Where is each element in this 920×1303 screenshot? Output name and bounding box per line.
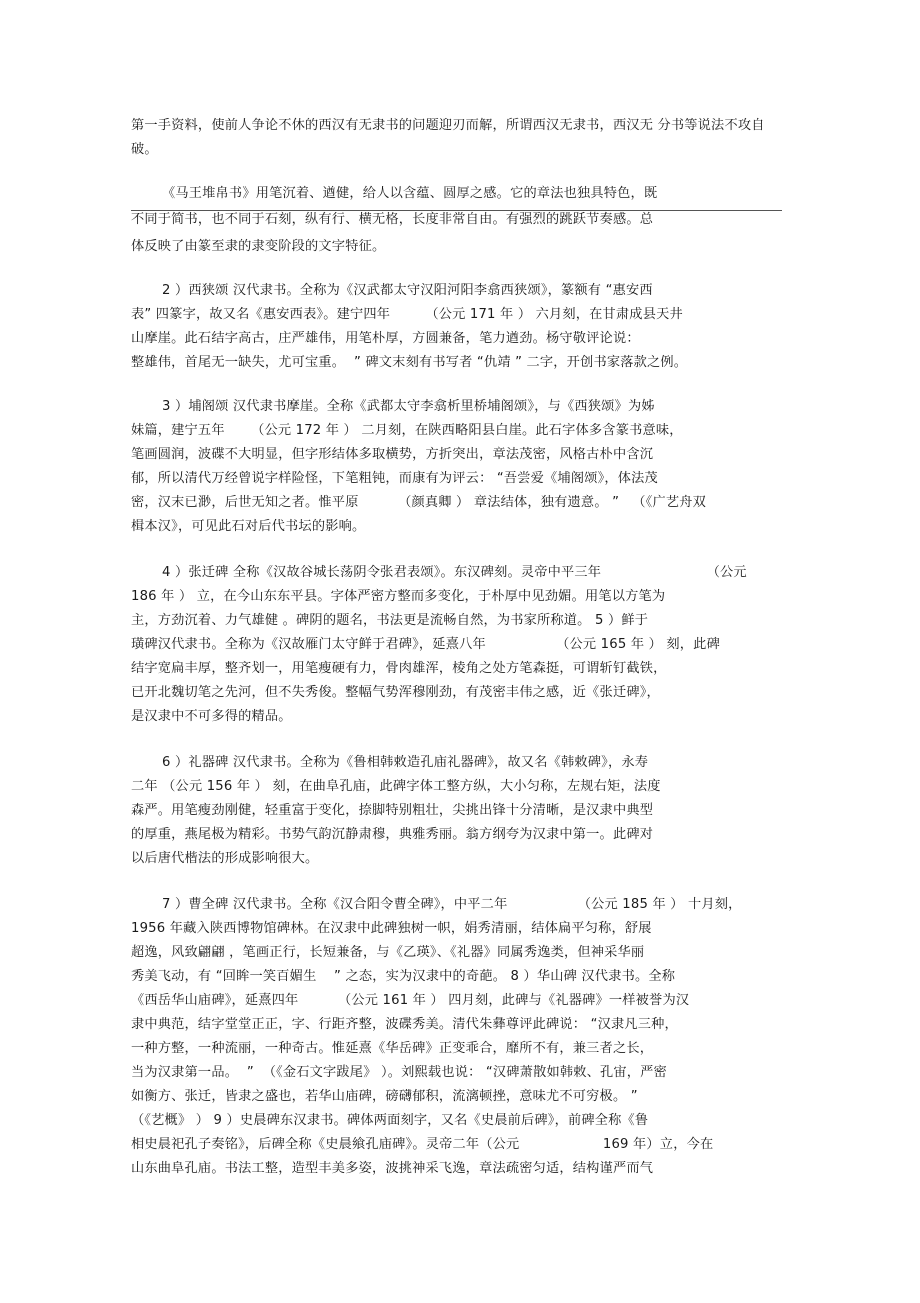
text-line: 是汉隶中不可多得的精品。 bbox=[131, 709, 292, 724]
text-line: 山东曲阜孔庙。书法工整，造型丰美多姿，波挑神采飞逸，章法疏密匀适，结构谨严而气 bbox=[131, 1161, 654, 1176]
text-line: 郁，所以清代万经曾说字样险怪，下笔粗钝，而康有为评云： “吾尝爱《埔阁颂》，体法茂 bbox=[131, 471, 658, 486]
text-line: 璜碑汉代隶书。全称为《汉故雁门太守鲜于君碑》，延熹八年 （公元 165 年 ） 刻，此碑 bbox=[131, 637, 720, 652]
text-line: 密，汉末已渺，后世无知之者。惟平原 （颜真卿 ） 章法结体，独有遗意。 ” （《广艺舟双 bbox=[131, 495, 707, 510]
text-line: 表” 四篆字，故又名《惠安西表》。建宁四年 （公元 171 年 ） 六月刻，在甘肃成县天井 bbox=[131, 307, 683, 322]
text-line: 当为汉隶第一品。 ” （《金石文字跋尾》 ）。刘熙载也说： “汉碑萧散如韩敕、孔宙，严密 bbox=[131, 1065, 667, 1080]
text-line: 的厚重，燕尾极为精彩。书势气韵沉静肃穆，典雅秀丽。翁方纲夸为汉隶中第一。此碑对 bbox=[131, 827, 654, 842]
text-line: 破。 bbox=[131, 142, 158, 157]
text-line: 森严。用笔瘦劲刚健，轻重富于变化，捺脚特别粗壮，尖挑出锋十分清晰，是汉隶中典型 bbox=[131, 803, 654, 818]
text-line: 一种方整，一种流丽，一种奇古。惟延熹《华岳碑》正变乖合，靡所不有，兼三者之长， bbox=[131, 1041, 654, 1056]
text-line: 主，方劲沉着、力气雄健 。碑阴的题名，书法更是流畅自然，为书家所称道。 5 ）鲜于 bbox=[131, 613, 649, 628]
text-line: 不同于简书，也不同于石刻，纵有行、横无格，长度非常自由。有强烈的跳跃节奏感。总 bbox=[131, 212, 654, 227]
text-line: 体反映了由篆至隶的隶变阶段的文字特征。 bbox=[131, 239, 386, 254]
text-line: 整雄伟，首尾无一缺失，尤可宝重。 ” 碑文末刻有书写者 “仇靖 ” 二字，开创书家落款之例。 bbox=[131, 355, 688, 370]
text-line: 结字宽扁丰厚，整齐划一，用笔瘦硬有力，骨肉雄浑，棱角之处方笔森挺，可谓斩钉截铁， bbox=[131, 661, 667, 676]
text-line: 7 ）曹全碑 汉代隶书。全称《汉合阳令曹全碑》，中平二年 （公元 185 年 ） 十月刻， bbox=[162, 897, 742, 912]
text-line: 超逸，风致翩翩 ，笔画正行，长短兼备，与《乙瑛》、《礼器》同属秀逸类，但神采华丽 bbox=[131, 945, 645, 960]
text-line: 4 ）张迁碑 全称《汉故谷城长荡阴令张君表颂》。东汉碑刻。灵帝中平三年 （公元 bbox=[162, 565, 747, 580]
text-line: 二年 （公元 156 年 ） 刻，在曲阜孔庙，此碑字体工整方纵，大小匀称，左规右矩，法度 bbox=[131, 779, 661, 794]
text-line: 2 ）西狭颂 汉代隶书。全称为《汉武都太守汉阳河阳李翕西狭颂》，篆额有 “惠安西 bbox=[162, 283, 653, 298]
text-line: 如衡方、张迁，皆隶之盛也，若华山庙碑，磅礴郁积，流漓顿挫，意味尤不可穷极。 ” bbox=[131, 1089, 638, 1104]
text-line: 妹篇，建宁五年 （公元 172 年 ） 二月刻，在陕西略阳县白崖。此石字体多含篆书意味， bbox=[131, 423, 683, 438]
text-line: 6 ）礼器碑 汉代隶书。全称为《鲁相韩敕造孔庙礼器碑》，故又名《韩敕碑》，永寿 bbox=[162, 755, 649, 770]
text-line: 1956 年藏入陕西博物馆碑林。在汉隶中此碑独树一帜，娟秀清丽，结体扁平匀称，舒展 bbox=[131, 921, 652, 936]
text-line: 隶中典范，结字堂堂正正，字、行距齐整，波碟秀美。清代朱彝尊评此碑说： “汉隶凡三种， bbox=[131, 1017, 678, 1032]
text-line: 186 年 ） 立，在今山东东平县。字体严密方整而多变化，于朴厚中见劲媚。用笔以方笔为 bbox=[131, 589, 666, 604]
text-line: 相史晨祀孔子奏铭》，后碑全称《史晨飨孔庙碑》。灵帝二年（公元 169 年）立，今在 bbox=[131, 1137, 714, 1152]
text-line: 第一手资料，使前人争论不休的西汉有无隶书的问题迎刃而解，所谓西汉无隶书，西汉无 分书等说法不攻自 bbox=[131, 118, 765, 133]
text-line: （《艺概》 ） 9 ）史晨碑东汉隶书。碑体两面刻字，又名《史晨前后碑》，前碑全称《鲁 bbox=[131, 1113, 649, 1128]
text-line: 3 ）埔阁颂 汉代隶书摩崖。全称《武都太守李翕析里桥埔阁颂》，与《西狭颂》为姊 bbox=[162, 399, 655, 414]
text-line: 山摩崖。此石结字高古，庄严雄伟，用笔朴厚，方圆兼备，笔力遒劲。杨守敬评论说： bbox=[131, 331, 640, 346]
text-line: 《马王堆帛书》用笔沉着、遒健，给人以含蕴、圆厚之感。它的章法也独具特色，既 bbox=[162, 186, 658, 201]
text-line: 以后唐代楷法的形成影响很大。 bbox=[131, 851, 319, 866]
text-line: 《西岳华山庙碑》，延熹四年 （公元 161 年 ） 四月刻，此碑与《礼器碑》一样被誉为汉 bbox=[131, 993, 690, 1008]
text-line: 笔画圆润，波碟不大明显，但字形结体多取横势，方折突出，章法茂密，风格古朴中含沉 bbox=[131, 447, 654, 462]
text-line: 秀美飞动，有 “回眸一笑百媚生 ” 之态，实为汉隶中的奇葩。 8 ）华山碑 汉代隶书。全称 bbox=[131, 969, 676, 984]
text-line: 楫本汉》，可见此石对后代书坛的影响。 bbox=[131, 519, 366, 534]
text-line: 已开北魏切笔之先河，但不失秀俊。整幅气势浑穆刚劲，有茂密丰伟之感，近《张迁碑》， bbox=[131, 685, 660, 700]
